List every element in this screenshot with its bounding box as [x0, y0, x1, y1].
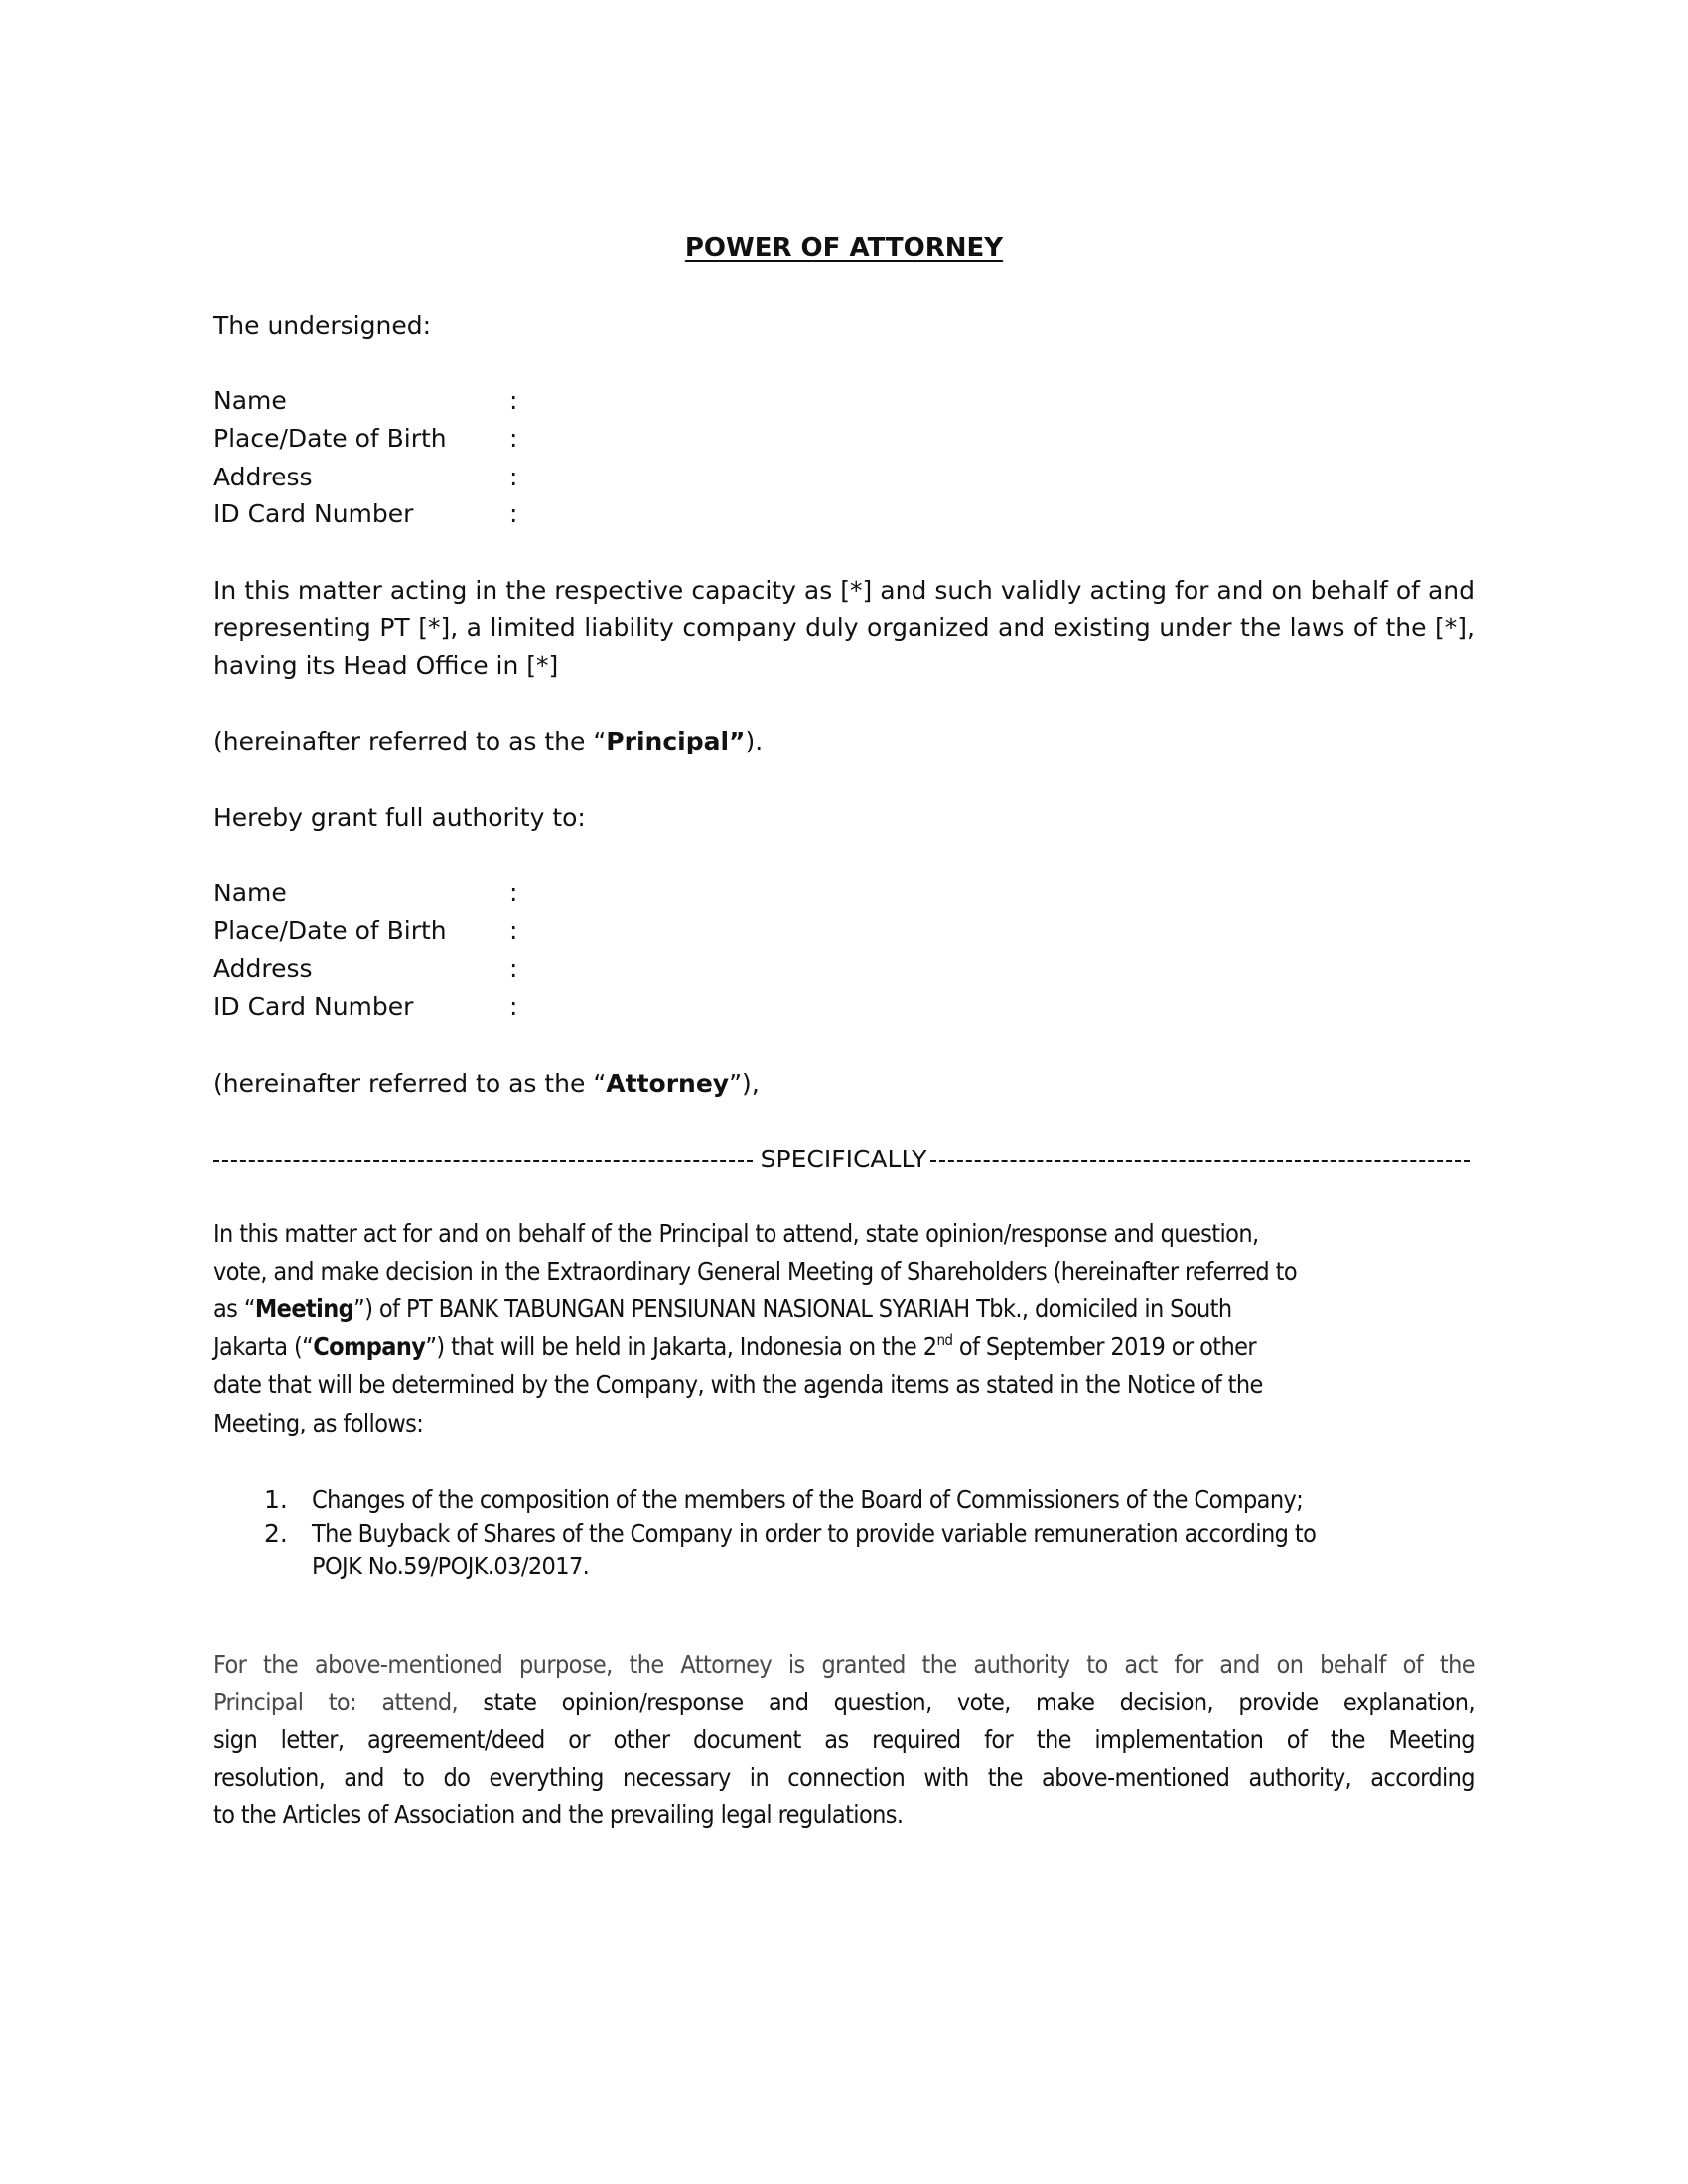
principal-definition	[213, 727, 763, 756]
attorney-definition	[213, 1069, 760, 1099]
attorney-term: Attorney	[606, 1069, 730, 1098]
text-segment: ”) of PT BANK TABUNGAN PENSIUNAN NASIONAL SYARIAH Tbk., domiciled in South	[353, 1295, 1232, 1323]
divider-dashes-left	[213, 1160, 753, 1162]
principal-birth-label: Place/Date of Birth	[213, 424, 447, 453]
authority-line: resolution, and to do everything necessary in connection with the above-mentioned authority, according	[213, 1763, 1475, 1792]
agenda-item-number: 1.	[264, 1485, 288, 1514]
document-title	[0, 233, 1688, 263]
authority-line: to the Articles of Association and the prevailing legal regulations.	[213, 1800, 904, 1829]
scope-line: vote, and make decision in the Extraordinary General Meeting of Shareholders (hereinafter referred to	[213, 1257, 1298, 1286]
scope-line	[213, 1295, 1232, 1324]
attorney-address-colon: :	[509, 954, 518, 983]
ordinal-suffix: nd	[936, 1331, 953, 1349]
intro-text: The undersigned:	[213, 311, 432, 340]
agenda-item-number: 2.	[264, 1519, 288, 1548]
principal-address-colon: :	[509, 463, 518, 491]
scope-line: date that will be determined by the Company, with the agenda items as stated in the Notice of the	[213, 1370, 1263, 1399]
text-segment: state opinion/response and question, vote, make decision, provide explanation,	[458, 1688, 1475, 1716]
authority-line: For the above-mentioned purpose, the Attorney is granted the authority to act for and on behalf of the	[213, 1650, 1475, 1679]
attorney-birth-colon: :	[509, 916, 518, 945]
principal-id-colon: :	[509, 499, 518, 528]
agenda-item-text: Changes of the composition of the members of the Board of Commissioners of the Company;	[312, 1485, 1304, 1514]
definition-suffix: ).	[745, 727, 764, 755]
text-segment: Principal to: attend,	[213, 1688, 459, 1716]
capacity-line: In this matter acting in the respective capacity as [*] and such validly acting for and on behalf of and	[213, 576, 1475, 605]
definition-prefix: (hereinafter referred to as the “	[213, 1069, 607, 1098]
company-term: Company	[313, 1332, 426, 1361]
meeting-term: Meeting	[254, 1295, 354, 1323]
divider-label: SPECIFICALLY	[760, 1144, 927, 1173]
title-text: POWER OF ATTORNEY	[684, 233, 1004, 263]
principal-id-label: ID Card Number	[213, 499, 414, 528]
scope-line	[213, 1332, 1256, 1362]
principal-term: Principal”	[606, 727, 746, 755]
principal-address-label: Address	[213, 463, 313, 491]
scope-line: Meeting, as follows:	[213, 1409, 424, 1437]
attorney-name-label: Name	[213, 879, 287, 907]
grant-intro: Hereby grant full authority to:	[213, 803, 586, 832]
principal-birth-colon: :	[509, 424, 518, 453]
scope-line: In this matter act for and on behalf of the Principal to attend, state opinion/response and question,	[213, 1219, 1259, 1248]
divider-dashes-right	[930, 1160, 1470, 1162]
text-segment: of September 2019 or other	[952, 1332, 1257, 1361]
definition-suffix: ”),	[729, 1069, 760, 1098]
attorney-id-colon: :	[509, 992, 518, 1021]
agenda-item-text: POJK No.59/POJK.03/2017.	[312, 1552, 590, 1580]
definition-prefix: (hereinafter referred to as the “	[213, 727, 607, 755]
text-segment: Jakarta (“	[213, 1332, 314, 1361]
authority-line: sign letter, agreement/deed or other document as required for the implementation of the Meeting	[213, 1725, 1475, 1754]
principal-name-label: Name	[213, 386, 287, 415]
attorney-name-colon: :	[509, 879, 518, 907]
attorney-birth-label: Place/Date of Birth	[213, 916, 447, 945]
capacity-line: having its Head Office in [*]	[213, 651, 559, 680]
capacity-line: representing PT [*], a limited liability company duly organized and existing under the laws of the [*],	[213, 614, 1475, 642]
attorney-address-label: Address	[213, 954, 313, 983]
section-divider	[213, 1144, 1470, 1173]
text-segment: as “	[213, 1295, 255, 1323]
principal-name-colon: :	[509, 386, 518, 415]
text-segment: ”) that will be held in Jakarta, Indonesia on the 2	[425, 1332, 937, 1361]
attorney-id-label: ID Card Number	[213, 992, 414, 1021]
agenda-item-text: The Buyback of Shares of the Company in order to provide variable remuneration according to	[312, 1519, 1317, 1548]
authority-line	[213, 1688, 1475, 1717]
